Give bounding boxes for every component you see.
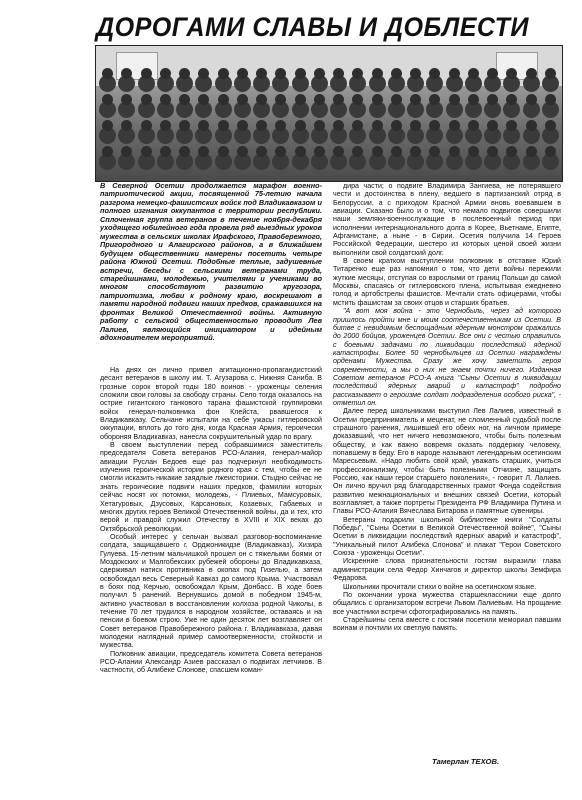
paragraph: Школьники прочитали стихи о войне на осетинском языке. [343,582,537,591]
paragraph: Полковник авиации, председатель комитета Совета ветеранов РСО-Алании Александр Азиев рассказал о подвигах летчиков. В частности, об Алибеке Слонове, спасшем коман- [100,649,322,675]
photo-people-row [102,68,556,79]
paragraph: В своем выступлении перед собравшимися заместитель председателя Совета ветеранов РСО-Алания, генерал-майор авиации Руслан Бедоев еще раз подчеркнул необходимость изучения героической истории родного края с тем, чтобы ее не смогли исказить никакие заядлые лжеисторики. Стыдно сейчас не знать героические подвиги наших предков, фамилии которых сейчас носят их потомки, молодежь, - Плиевых, Мамсуровых, Хетагуровых, Дзусовых, Карсановых, Козаевых, Габаевых и многих других героев Великой Отечественной войны, да и тех, кто верой и правдой служил Отечеству в XVIII и XIX веках до Октябрьской революции. [100,441,322,533]
paragraph: По окончании урока мужества старшеклассники еще долго общались с организатором встречи Львом Лалиевым. На прощание все участники встречи сфотографировались на память. [333,590,561,616]
paragraph: В своем кратком выступлении полковник в отставке Юрий Титаренко еще раз напомнил о том, что дети войны пережили жуткие месяцы, отступая со взрослыми от границ Польши до самой Москвы, спасаясь от гитлеровского плена, испытывая ежедневно голод и артобстрелы фашистов. Мечтали стать офицерами, чтобы мстить фашистам за своих отцов и старших братьев. [333,257,561,307]
photo-background-wall [96,46,562,86]
article-headline: ДОРОГАМИ СЛАВЫ И ДОБЛЕСТИ [96,12,529,42]
article-column-2 [333,182,561,633]
paragraph: дира части; о подвиге Владимира Зангиева, не потерявшего чести и достоинства в плену, ведшего в партизанский отряд в Белоруссии, а с приходом Красной Армии вновь воевавшем в авиации. Сказано было и о том, что немало подвигов совершили наши земляки-военнослужащие в послевоенный период при исполнении интернационального долга в Корее, Вьетнаме, Египте, Афганистане, а ныне - в Сирии. Осетия получила 14 Героев Российской Федерации, шестеро из которых ценой своей жизни выполнили свой солдатский долг. [333,182,561,257]
article-lead [100,182,322,343]
paragraph: Ветераны подарили школьной библиотеке книги "Солдаты Победы", "Сыны Осетии в Великой Отечественной войне", "Сыны Осетии в ликвидации последствий ядерных аварий и катастроф", "Уникальный пилот Алибека Слонова" и плакат "Герои Советского Союза - уроженцы Осетии". [333,515,561,558]
photo-people-row [102,146,556,157]
lead-paragraph: В Северной Осетии продолжается марафон военно-патриотической акции, посвященной 75-летию начала разгрома немецко-фашистских войск под Владикавказом и полного изгнания оккупантов с территории республики. Сплоченная группа ветеранов в течение ноября-декабря уходящего юбилейного года провела ряд выездных уроков мужества в сельских школах Ирафского, Правобережного, Пригородного и Алагирского районов, а в ближайшем будущем общественники намерены посетить четыре района Южной Осетии. Подобные теплые, задушевные встречи, беседы с сельскими ветеранами труда, старейшинами, молодежью, учителями и учениками во многом способствуют развитию кругозора, патриотизма, любви к родному краю, воскрешают в памяти народной подвиги наших предков, сражавшихся на фронтах Великой Отечественной войны. Активную работу с сельской общественностью проводит Лев Лалиев, являющийся инициатором и идейным вдохновителем мероприятий. [100,181,322,343]
article-author: Тамерлан ТЕХОВ. [432,757,500,766]
paragraph: Старейшины села вместе с гостями посетили мемориал павшим воинам и почтили их светлую память. [333,615,561,633]
paragraph: Искренние слова признательности гостям выразили глава администрации села Федор Хинчагов и директор школы Земфира Федарова. [333,557,561,583]
paragraph: "А вот моя война - это Чернобыль, через ад которого пришлось пройти мне и моим соотечественникам из Осетии. В битве с невидимым беспощадным ядерным монстром сражались до 2000 бойцов, уроженцев Осетии. Все они с честью справились с боевыми задачами по ликвидации последствий ядерной катастрофы. Более 50 чернобыльцев из Осетии награждены орденами Мужества. Сразу же хочу заметить героя современности, а мы о них не знаем почти ничего. Изданная Советом ветеранов РСО-А книга "Сыны Осетии в ликвидации последствий ядерных аварий и катастроф" подробно рассказывает о героизме солдат подразделения особого риска", - отметил он. [333,307,561,407]
paragraph: На днях он лично привел агитационно-пропагандистский десант ветеранов в школу им. Т. Агузарова с. Нижняя Саниба. В грозные сорок второй годы 180 воинов - уроженцы селения сложили свои головы за свободу страны. Село тогда оказалось на острие гигантского танкового тарана фашистской группировки войск генерал-полковника фон Клейста, рвавшегося к Владикавказу. Сельчане испытали на себе ужасы гитлеровской оккупации, вплоть до того дня, когда Красная Армия, героически обороняя Владикавказ, нанесла сокрушительный удар по врагу. [100,366,322,441]
group-photo [95,45,563,182]
article-column-1 [100,366,322,675]
photo-people-row [102,120,556,131]
photo-people-row [102,94,556,105]
paragraph: Далее перед школьниками выступил Лев Лалиев, известный в Осетии предприниматель и меценат, не сломленный судьбой после страшного ранения, лишившей его обеих ног, на личном примере доказавший, что нет ничего невозможного, чтобы быть полезным обществу, и как важно вовремя оказать поддержку человеку, попавшему в беду. Его в народе называют легендарным осетинским Маресьевым. «Надо любить свой край, уважать старших, учиться профессионализму, чтобы быть полезными Отчизне, защищать Россию, как наши герои старшего поколения», - говорит Л. Лалиев. Он лично вручил ряд благодарственных грамот Фонда содействия развитию межнациональных и внешних связей Осетии, который возглавляет, а также портреты Президента РФ Владимира Путина и Главы РСО-Алания Вячеслава Битарова и памятные сувениры. [333,407,561,516]
paragraph: Особый интерес у сельчан вызвал разговор-воспоминание солдата, защищавшего г. Орджоникидзе (Владикавказ), Хизира Гулуева. 15-летним мальчишкой прошел он с тяжелыми боями от Моздокских и Малгобекских рубежей обороны до Владикавказа, сдерживал натиск противника в окопах под Гизелью, а затем освобождал весь Северный Кавказ до самого Крыма. Участвовал в боях под Керчью, освобождал Крым, Донбасс. В ходе боев получил 5 ранений. Вернувшись домой в победном 1945-м, активно участвовал в восстановлении колхоза родной Чиколы, в течение 70 лет трудился в народном хозяйстве, оставаясь и на пенсии в боевом строю. Уже не один десяток лет возглавляет он Совет ветеранов Правобережного района г. Владикавказа, давая молодежи наглядный пример самоотверженности, стойкости и мужества. [100,532,322,650]
